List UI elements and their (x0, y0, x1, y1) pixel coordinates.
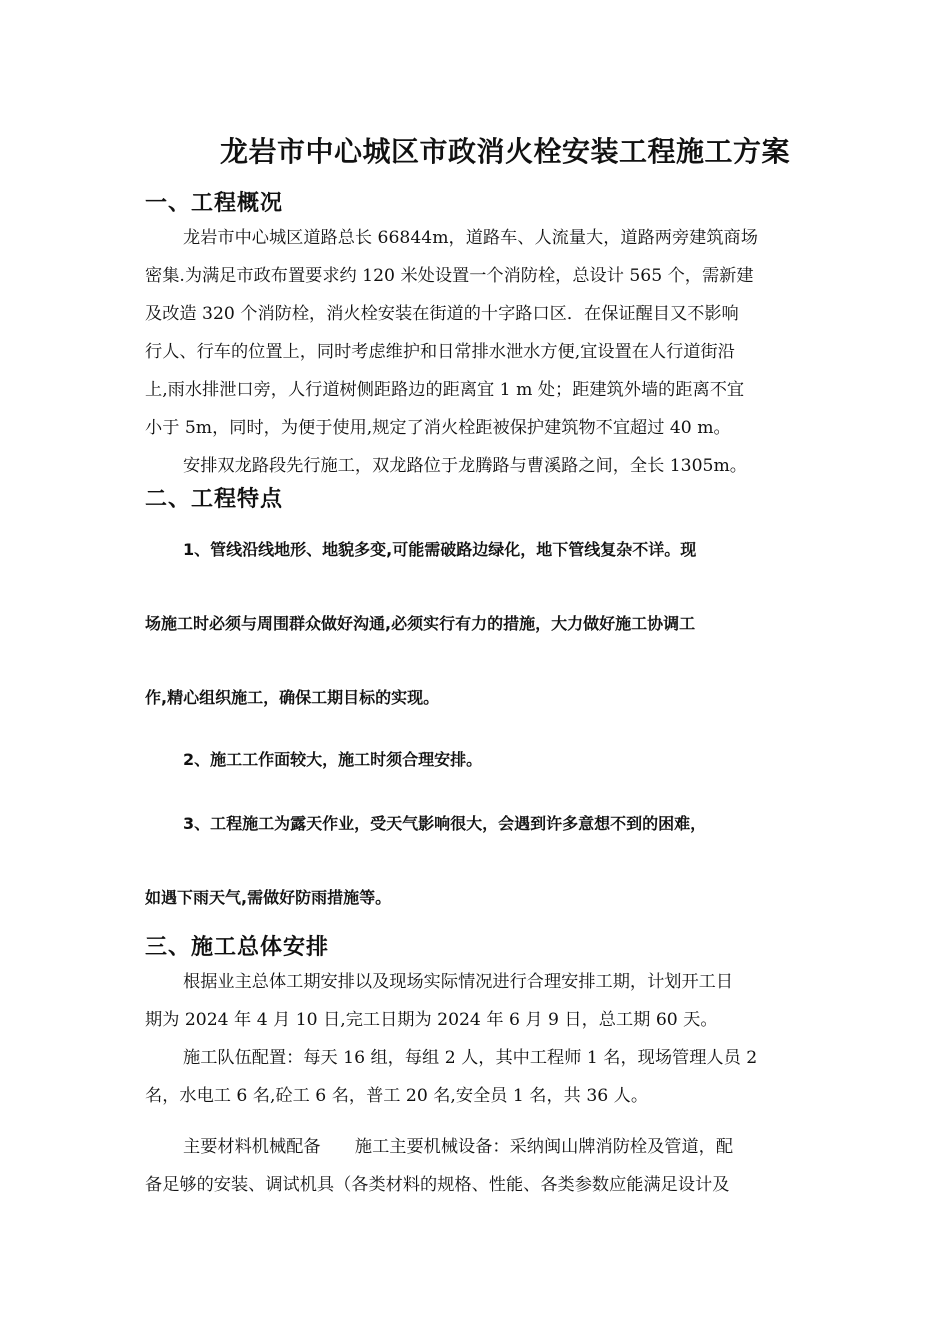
paragraph-line: 施工队伍配置：每天 16 组，每组 2 人，其中工程师 1 名，现场管理人员 2 (183, 1048, 758, 1068)
paragraph-line: 小于 5m，同时，为便于使用,规定了消火栓距被保护建筑物不宜超过 40 m。 (145, 418, 731, 438)
schedule-paragraph (145, 963, 807, 1115)
paragraph-line: 主要材料机械配备 施工主要机械设备：采纳闽山牌消防栓及管道，配 (183, 1137, 734, 1157)
paragraph-line: 安排双龙路段先行施工，双龙路位于龙腾路与曹溪路之间，全长 1305m。 (183, 456, 747, 476)
paragraph-line: 期为 2024 年 4 月 10 日,完工日期为 2024 年 6 月 9 日，总工期 60 天。 (145, 1010, 718, 1030)
document-title: 龙岩市中心城区市政消火栓安装工程施工方案 (219, 135, 790, 168)
paragraph-line: 及改造 320 个消防栓，消火栓安装在街道的十字路口区．在保证醒目又不影响 (145, 304, 739, 324)
paragraph-line: 行人、行车的位置上，同时考虑维护和日常排水泄水方便,宜设置在人行道街沿 (145, 342, 735, 362)
section-heading-features: 二、工程特点 (145, 487, 284, 512)
paragraph-line: 名，水电工 6 名,砼工 6 名，普工 20 名,安全员 1 名，共 36 人。 (145, 1086, 649, 1106)
feature-line: 1、管线沿线地形、地貌多变,可能需破路边绿化，地下管线复杂不详。现 (183, 540, 697, 559)
overview-paragraph (145, 219, 807, 485)
paragraph-line: 密集.为满足市政布置要求约 120 米处设置一个消防栓，总设计 565 个，需新建 (145, 266, 754, 286)
feature-line: 场施工时必须与周围群众做好沟通,必须实行有力的措施，大力做好施工协调工 (145, 614, 696, 633)
paragraph-line: 龙岩市中心城区道路总长 66844m，道路车、人流量大，道路两旁建筑商场 (183, 228, 758, 248)
paragraph-line: 根据业主总体工期安排以及现场实际情况进行合理安排工期，计划开工日 (183, 972, 734, 992)
feature-line: 2、施工工作面较大，施工时须合理安排。 (183, 750, 483, 769)
section-heading-schedule: 三、施工总体安排 (145, 935, 330, 960)
materials-paragraph (145, 1128, 807, 1204)
feature-line: 3、工程施工为露天作业，受天气影响很大，会遇到许多意想不到的困难， (183, 814, 707, 833)
section-heading-overview: 一、工程概况 (145, 191, 284, 216)
feature-line: 作,精心组织施工，确保工期目标的实现。 (145, 688, 440, 707)
paragraph-line: 上,雨水排泄口旁，人行道树侧距路边的距离宜 1 m 处；距建筑外墙的距离不宜 (145, 380, 745, 400)
paragraph-line: 备足够的安装、调试机具（各类材料的规格、性能、各类参数应能满足设计及 (145, 1175, 730, 1195)
feature-line: 如遇下雨天气,需做好防雨措施等。 (145, 888, 392, 907)
